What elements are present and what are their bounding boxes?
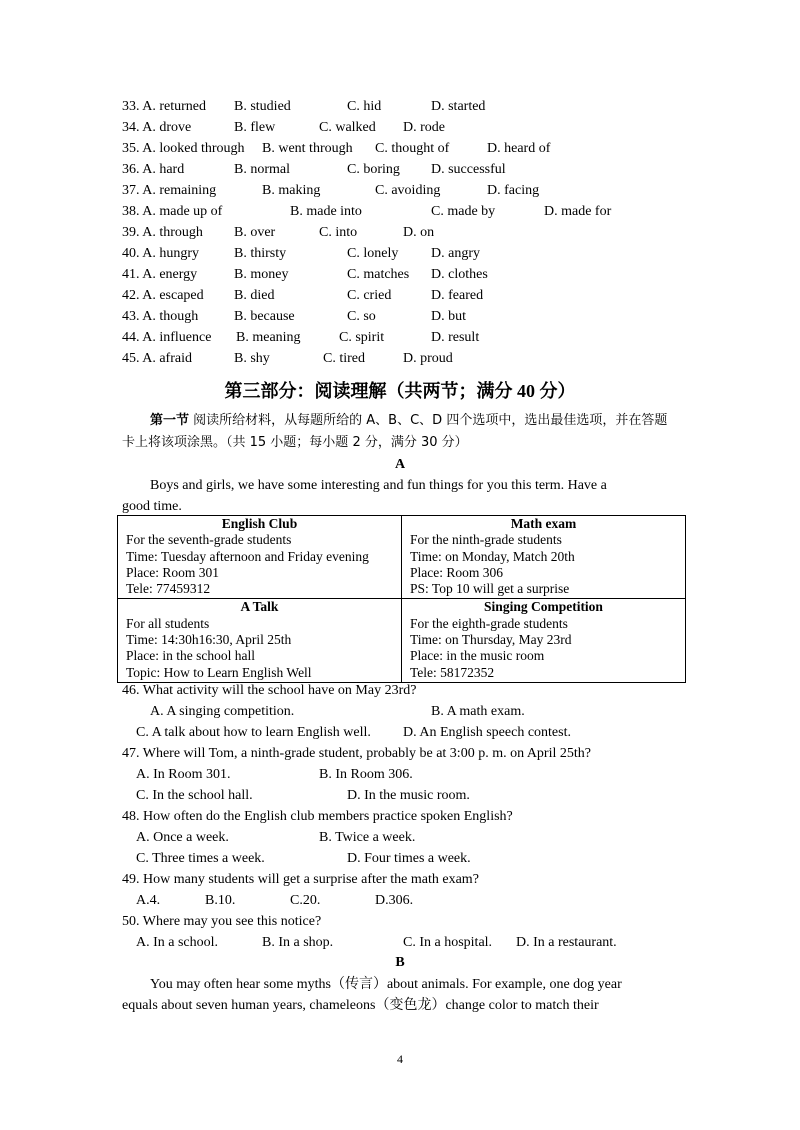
option-a: 43. A. though [122, 309, 199, 324]
option-a: 39. A. through [122, 225, 203, 240]
option-b: B. shy [234, 351, 270, 366]
option-d: D. facing [487, 183, 540, 198]
a-talk-title: A Talk [240, 599, 279, 615]
option-a: 44. A. influence [122, 330, 212, 345]
a-talk-line: Time: 14:30h16:30, April 25th [126, 632, 292, 648]
option-d: D. result [431, 330, 480, 345]
passage-b-line-2: equals about seven human years, chameleons（变色龙）change color to match their [122, 998, 599, 1013]
option-d: D. clothes [431, 267, 488, 282]
option-a: 33. A. returned [122, 99, 206, 114]
option-b: B. over [234, 225, 276, 240]
math-exam-line: Time: on Monday, Match 20th [410, 548, 575, 564]
option-d: D. successful [431, 162, 506, 177]
option-b: B. Twice a week. [319, 830, 416, 845]
option-d: D.306. [375, 893, 414, 908]
option-a: 38. A. made up of [122, 204, 223, 219]
math-exam-line: For the ninth-grade students [410, 532, 562, 548]
section1-label: 第一节 [150, 413, 190, 428]
english-club-line: For the seventh-grade students [126, 532, 292, 548]
question-stem: 50. Where may you see this notice? [122, 914, 322, 929]
passage-a-intro-line-1: Boys and girls, we have some interesting and fun things for you this term. Have a [150, 478, 607, 493]
option-c: C.20. [290, 893, 321, 908]
english-club-line: Time: Tuesday afternoon and Friday evening [126, 548, 369, 564]
part3-heading: 第三部分：阅读理解（共两节；满分 40 分） [224, 381, 576, 401]
math-exam-title: Math exam [510, 516, 577, 531]
option-c: C. walked [319, 120, 376, 135]
english-club-line: Place: Room 301 [126, 564, 219, 580]
option-c: C. In a hospital. [403, 935, 493, 950]
option-c: C. matches [347, 267, 410, 282]
passage-b-line-1: You may often hear some myths（传言）about animals. For example, one dog year [150, 977, 622, 992]
option-c: C. boring [347, 162, 400, 177]
a-talk-line: For all students [126, 615, 210, 631]
notice-row [118, 516, 686, 599]
option-b: B. making [262, 183, 321, 198]
option-b: B. died [234, 288, 275, 303]
singing-competition-line: For the eighth-grade students [410, 615, 568, 631]
option-b: B. normal [234, 162, 290, 177]
option-c: C. lonely [347, 246, 399, 261]
option-a: 36. A. hard [122, 162, 185, 177]
option-b: B. made into [290, 204, 362, 219]
singing-competition-line: Time: on Thursday, May 23rd [410, 632, 572, 648]
option-a: 42. A. escaped [122, 288, 204, 303]
option-a: 41. A. energy [122, 267, 198, 282]
english-club-line: Tele: 77459312 [126, 581, 211, 597]
section1-instructions [122, 410, 678, 454]
option-d: D. In the music room. [347, 788, 470, 803]
option-b: B. In Room 306. [319, 767, 413, 782]
option-b: B. meaning [236, 330, 301, 345]
option-c: C. A talk about how to learn English well. [136, 725, 371, 740]
option-b: B. A math exam. [431, 704, 525, 719]
option-a: 35. A. looked through [122, 141, 245, 156]
question-stem: 48. How often do the English club members practice spoken English? [122, 809, 513, 824]
option-c: C. made by [431, 204, 496, 219]
option-c: C. tired [323, 351, 365, 366]
singing-competition-title: Singing Competition [484, 599, 603, 615]
option-d: D. Four times a week. [347, 851, 471, 866]
option-a: A. In a school. [136, 935, 219, 950]
option-c: C. Three times a week. [136, 851, 265, 866]
math-exam-line: PS: Top 10 will get a surprise [410, 581, 570, 597]
option-a: A. Once a week. [136, 830, 229, 845]
option-a: 45. A. afraid [122, 351, 192, 366]
english-club-title: English Club [221, 516, 298, 531]
option-a: 34. A. drove [122, 120, 192, 135]
option-c: C. cried [347, 288, 392, 303]
option-c: C. so [347, 309, 376, 324]
option-b: B. thirsty [234, 246, 287, 261]
singing-competition-line: Place: in the music room [410, 648, 545, 664]
option-d: D. heard of [487, 141, 551, 156]
option-b: B. money [234, 267, 289, 282]
instruction-line-1 [122, 410, 678, 432]
question-stem: 49. How many students will get a surprise after the math exam? [122, 872, 479, 887]
option-b: B. because [234, 309, 295, 324]
activity-notice-table [117, 515, 686, 683]
option-d: D. started [431, 99, 486, 114]
option-a: 40. A. hungry [122, 246, 199, 261]
option-a: A. A singing competition. [150, 704, 295, 719]
option-b: B. studied [234, 99, 291, 114]
option-d: D. made for [544, 204, 612, 219]
page-number: 4 [397, 1052, 403, 1066]
option-b: B. went through [262, 141, 353, 156]
option-d: D. proud [403, 351, 453, 366]
option-a: A.4. [136, 893, 161, 908]
passage-b-label: B [395, 955, 405, 970]
a-talk-cell [118, 599, 402, 682]
option-d: D. feared [431, 288, 484, 303]
option-c: C. thought of [375, 141, 450, 156]
option-d: D. In a restaurant. [516, 935, 617, 950]
option-a: A. In Room 301. [136, 767, 231, 782]
passage-a-label: A [394, 457, 406, 472]
math-exam-line: Place: Room 306 [410, 564, 503, 580]
option-d: D. rode [403, 120, 445, 135]
notice-row [118, 599, 686, 682]
option-c: C. avoiding [375, 183, 441, 198]
option-b: B. In a shop. [262, 935, 334, 950]
singing-competition-cell [402, 599, 686, 682]
instruction-line-2: 卡上将该项涂黑。（共 15 小题；每小题 2 分，满分 30 分） [122, 435, 468, 450]
option-c: C. spirit [339, 330, 385, 345]
option-c: C. into [319, 225, 358, 240]
option-c: C. hid [347, 99, 382, 114]
option-d: D. An English speech contest. [403, 725, 571, 740]
singing-competition-line: Tele: 58172352 [410, 664, 495, 680]
option-a: 37. A. remaining [122, 183, 217, 198]
option-b: B. flew [234, 120, 276, 135]
question-stem: 47. Where will Tom, a ninth-grade student, probably be at 3:00 p. m. on April 25th? [122, 746, 591, 761]
section1-text: 阅读所给材料，从每题所给的 A、B、C、D 四个选项中，选出最佳选项，并在答题 [193, 413, 668, 428]
option-d: D. angry [431, 246, 480, 261]
passage-a-intro-line-2: good time. [122, 499, 182, 514]
a-talk-line: Topic: How to Learn English Well [126, 664, 312, 680]
a-talk-line: Place: in the school hall [126, 648, 255, 664]
option-d: D. on [403, 225, 435, 240]
option-c: C. In the school hall. [136, 788, 253, 803]
option-b: B.10. [205, 893, 236, 908]
question-stem: 46. What activity will the school have on May 23rd? [122, 683, 417, 698]
english-club-cell [118, 516, 402, 599]
option-d: D. but [431, 309, 466, 324]
math-exam-cell [402, 516, 686, 599]
